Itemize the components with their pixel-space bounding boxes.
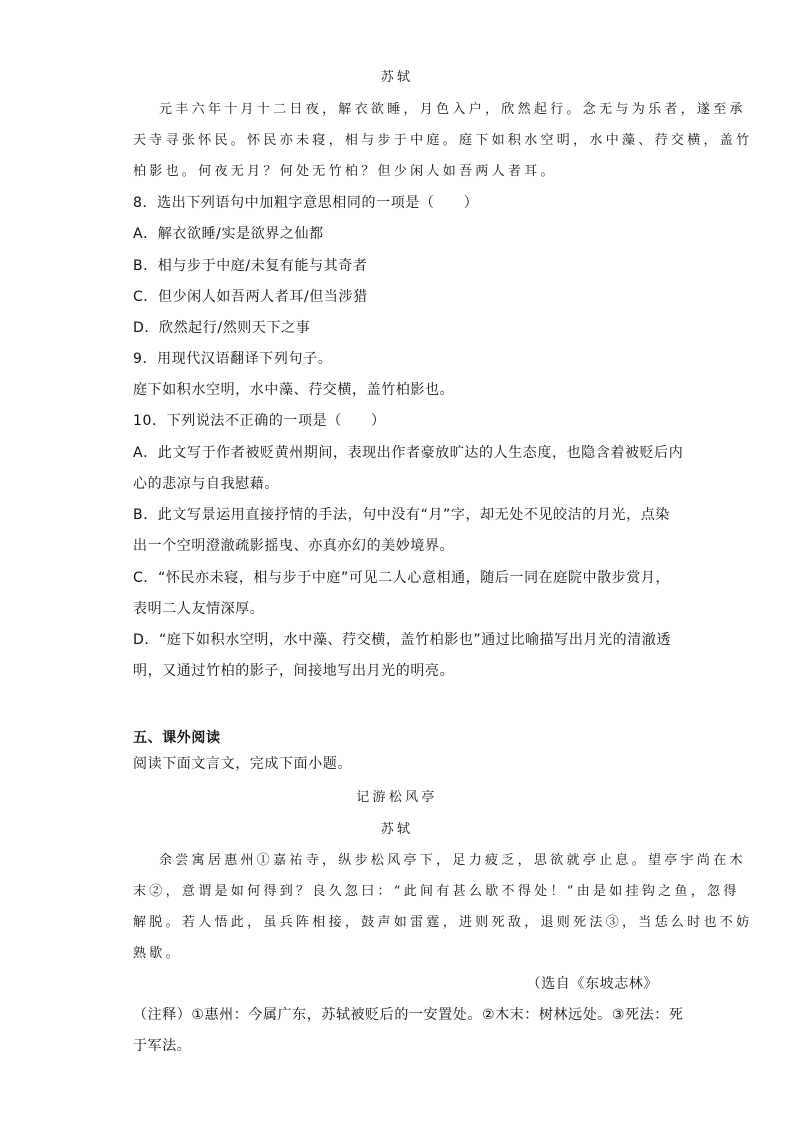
notes-line: 于军法。	[133, 1038, 192, 1054]
passage-line: 柏影也。何夜无月？何处无竹柏？但少闲人如吾两人者耳。	[133, 164, 557, 179]
passage-line: 天寺寻张怀民。怀民亦未寝，相与步于中庭。庭下如积水空明，水中藻、荇交横，盖竹	[133, 133, 753, 148]
section-instruction: 阅读下面文言文，完成下面小题。	[133, 756, 352, 772]
section-heading: 五、课外阅读	[133, 730, 221, 746]
question-10-option-b: B．此文写景运用直接抒情的手法，句中没有“月”字，却无处不见皎洁的月光，点染	[133, 507, 670, 523]
question-8-option-b: B．相与步于中庭/未复有能与其奇者	[133, 258, 368, 274]
question-10-option-c-cont: 表明二人友情深厚。	[133, 601, 265, 617]
passage-line: 元丰六年十月十二日夜，解衣欲睡，月色入户，欣然起行。念无与为乐者，遂至承	[159, 102, 746, 117]
passage-line: 熟歇。	[133, 946, 182, 961]
passage-line: 解脱。若人悟此，虽兵阵相接，鼓声如雷霆，进则死敌，退则死法③，当恁么时也不妨	[133, 915, 753, 930]
question-8-option-d: D．欣然起行/然则天下之事	[133, 320, 311, 336]
passage-author: 苏轼	[380, 822, 414, 837]
question-10-option-b-cont: 出一个空明澄澈疏影摇曳、亦真亦幻的美妙境界。	[133, 538, 455, 554]
question-10-stem: 10．下列说法不正确的一项是（ ）	[133, 413, 386, 429]
question-10-option-d: D．“庭下如积水空明，水中藻、荇交横，盖竹柏影也”通过比喻描写出月光的清澈透	[133, 632, 672, 648]
question-9-stem: 9．用现代汉语翻译下列句子。	[133, 351, 333, 367]
question-8-option-c: C．但少闲人如吾两人者耳/但当涉猎	[133, 289, 368, 305]
question-10-option-c: C．“怀民亦未寝，相与步于中庭”可见二人心意相通，随后一同在庭院中散步赏月，	[133, 570, 671, 586]
question-10-option-d-cont: 明，又通过竹柏的影子，间接地写出月光的明亮。	[133, 663, 455, 679]
question-8-option-a: A．解衣欲睡/实是欲界之仙都	[133, 226, 324, 242]
passage-title: 记游松风亭	[356, 790, 438, 805]
passage-line: 余尝寓居惠州①嘉祐寺，纵步松风亭下，足力疲乏，思欲就亭止息。望亭宇尚在木	[159, 853, 746, 868]
passage-author: 苏轼	[380, 70, 414, 85]
passage-line: 末②，意谓是如何得到？良久忽曰：“此间有甚么歇不得处！”由是如挂钩之鱼，忽得	[133, 884, 740, 899]
question-9-sentence: 庭下如积水空明，水中藻、荇交横，盖竹柏影也。	[133, 382, 455, 398]
question-10-option-a-cont: 心的悲凉与自我慰藉。	[133, 476, 279, 492]
question-10-option-a: A．此文写于作者被贬黄州期间，表现出作者豪放旷达的人生态度，也隐含着被贬后内	[133, 445, 684, 461]
passage-source: （选自《东坡志林》	[526, 976, 658, 992]
question-8-stem: 8．选出下列语句中加粗字意思相同的一项是（ ）	[133, 195, 479, 211]
notes-line: （注释）①惠州：今属广东，苏轼被贬后的一安置处。②木末：树林远处。③死法：死	[133, 1007, 684, 1023]
